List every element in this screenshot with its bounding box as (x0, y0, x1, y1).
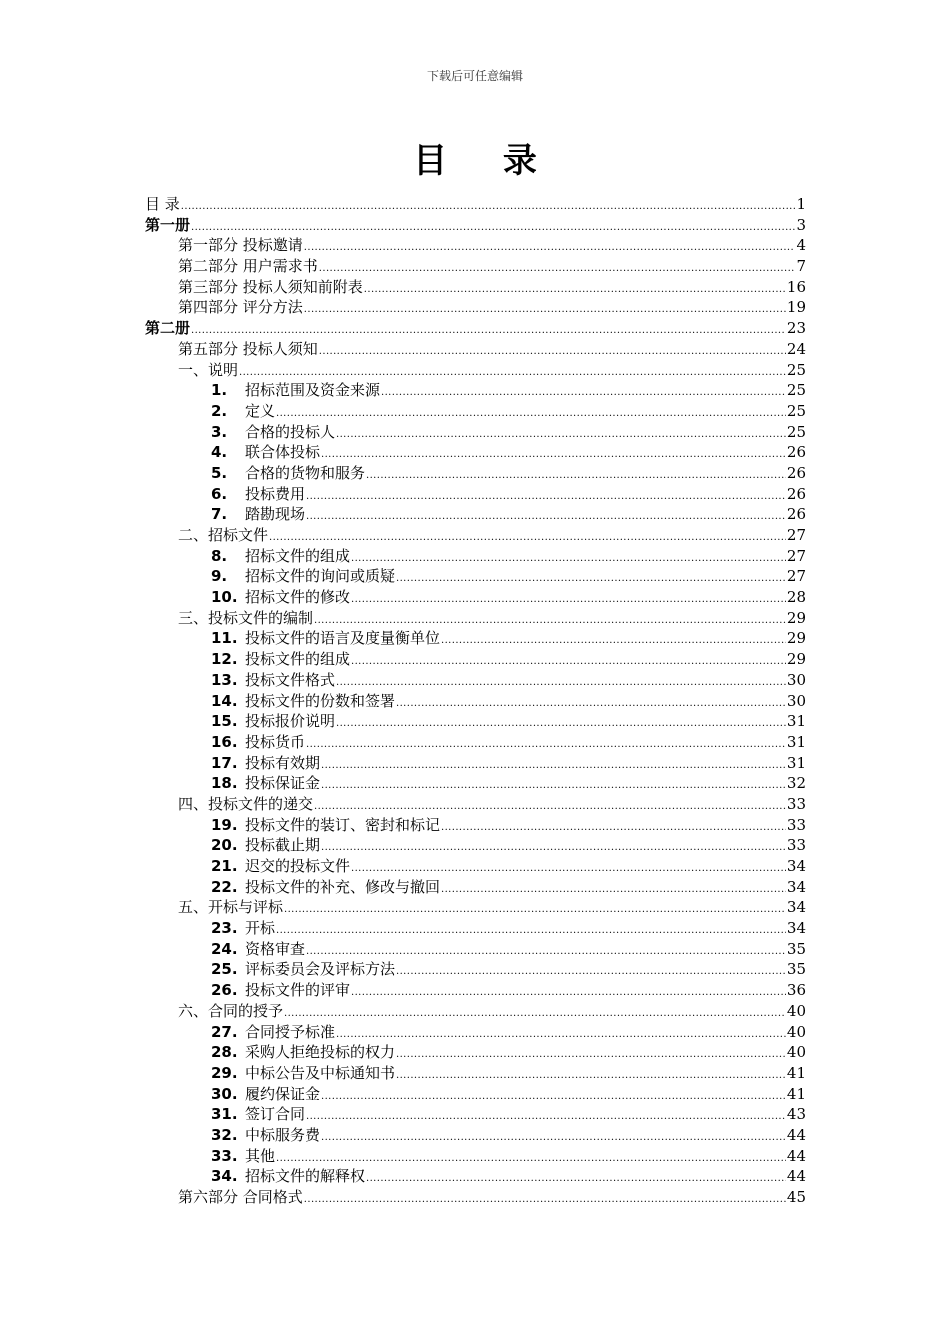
toc-entry-number: 2. (211, 401, 228, 420)
toc-dot-leader (396, 1066, 786, 1087)
toc-entry-page: 19 (786, 298, 806, 317)
toc-entry-page: 28 (786, 588, 806, 607)
toc-dot-leader (336, 714, 786, 735)
toc-entry-text: 四、投标文件的递交 (178, 794, 314, 813)
toc-entry-text: 招标文件的询问或质疑 (245, 567, 396, 586)
toc-entry[interactable] (145, 1146, 806, 1167)
toc-entry-label (211, 856, 350, 877)
toc-entry[interactable] (145, 194, 806, 215)
toc-entry-number: 4. (211, 443, 228, 462)
toc-entry-text: 六、合同的授予 (178, 1001, 284, 1020)
toc-entry-label (211, 463, 365, 484)
toc-dot-leader (336, 425, 786, 446)
toc-entry-page: 33 (786, 815, 806, 834)
toc-entry-text: 投标文件的补充、修改与撤回 (245, 877, 441, 896)
toc-entry[interactable] (145, 711, 806, 732)
toc-entry-label (211, 670, 335, 691)
toc-title: 目 录 (413, 141, 559, 181)
toc-entry-label (211, 918, 275, 939)
toc-dot-leader (319, 259, 796, 280)
toc-entry-text: 第二册 (145, 319, 191, 338)
toc-entry-text: 投标截止期 (245, 836, 321, 855)
toc-entry-page: 3 (796, 215, 806, 234)
toc-entry-page: 44 (786, 1146, 806, 1165)
toc-entry-text: 第一部分 投标邀请 (178, 236, 303, 255)
toc-entry[interactable] (145, 1187, 806, 1208)
toc-entry-number: 26. (211, 981, 238, 1000)
toc-entry-page: 29 (786, 650, 806, 669)
toc-entry-page: 30 (786, 670, 806, 689)
toc-entry-number: 6. (211, 484, 228, 503)
toc-entry-label (211, 1063, 395, 1084)
toc-entry-text: 合格的投标人 (245, 422, 336, 441)
toc-entry-page: 29 (786, 629, 806, 648)
toc-entry-number: 34. (211, 1167, 238, 1186)
toc-dot-leader (321, 838, 786, 859)
toc-entry-number: 17. (211, 753, 238, 772)
toc-entry-text: 投标文件的评审 (245, 981, 351, 1000)
toc-entry-text: 投标文件的组成 (245, 650, 351, 669)
toc-entry-label (178, 360, 238, 381)
toc-dot-leader (366, 466, 786, 487)
toc-entry[interactable] (145, 463, 806, 484)
toc-entry-label (211, 1022, 335, 1043)
toc-entry-number: 20. (211, 836, 238, 855)
toc-entry-page: 34 (786, 877, 806, 896)
toc-entry-label (178, 794, 313, 815)
toc-entry[interactable] (145, 1022, 806, 1043)
toc-entry-label (211, 442, 320, 463)
toc-entry-text: 评标委员会及评标方法 (245, 960, 396, 979)
toc-dot-leader (181, 197, 796, 218)
toc-entry-text: 第六部分 合同格式 (178, 1188, 303, 1206)
toc-entry-number: 7. (211, 505, 228, 524)
toc-entry[interactable] (145, 877, 806, 898)
toc-entry-text: 五、开标与评标 (178, 898, 284, 917)
toc-dot-leader (321, 1128, 786, 1149)
toc-dot-leader (351, 652, 786, 673)
toc-entry-page: 4 (796, 236, 806, 255)
toc-entry-label (211, 959, 395, 980)
toc-entry-label (211, 504, 305, 525)
toc-entry-label (211, 835, 320, 856)
toc-entry-page: 25 (786, 360, 806, 379)
toc-dot-leader (396, 1045, 786, 1066)
toc-entry[interactable] (145, 856, 806, 877)
toc-entry[interactable] (145, 1084, 806, 1105)
toc-entry[interactable] (145, 566, 806, 587)
toc-entry-page: 26 (786, 463, 806, 482)
toc-entry-page: 27 (786, 526, 806, 544)
toc-entry-text: 采购人拒绝投标的权力 (245, 1043, 396, 1062)
toc-dot-leader (306, 1107, 786, 1128)
toc-entry-page: 40 (786, 1001, 806, 1020)
toc-entry-page: 27 (786, 546, 806, 565)
toc-dot-leader (396, 694, 786, 715)
toc-entry-label (211, 1166, 365, 1187)
toc-dot-leader (304, 1190, 786, 1211)
toc-dot-leader (396, 569, 786, 590)
toc-entry[interactable] (145, 525, 806, 546)
toc-entry-text: 投标费用 (245, 484, 306, 503)
toc-entry-text: 第四部分 评分方法 (178, 298, 303, 317)
toc-dot-leader (351, 983, 786, 1004)
toc-dot-leader (284, 900, 786, 921)
toc-entry-page: 35 (786, 939, 806, 958)
toc-entry-number: 16. (211, 732, 238, 751)
toc-entry-text: 投标文件格式 (245, 670, 336, 689)
toc-entry[interactable] (145, 546, 806, 567)
toc-dot-leader (321, 1087, 786, 1108)
toc-entry-label (211, 732, 305, 753)
toc-entry-label (211, 815, 440, 836)
toc-entry-page: 40 (786, 1022, 806, 1041)
toc-entry-text: 履约保证金 (245, 1084, 321, 1103)
toc-dot-leader (306, 487, 786, 508)
toc-entry[interactable] (145, 318, 806, 339)
toc-entry-label (211, 401, 275, 422)
toc-entry-page: 34 (786, 898, 806, 917)
toc-entry-text: 中标公告及中标通知书 (245, 1063, 396, 1082)
toc-entry-number: 15. (211, 712, 238, 731)
toc-entry[interactable] (145, 339, 806, 360)
toc-entry-label (211, 380, 380, 401)
toc-entry-text: 第五部分 投标人须知 (178, 339, 318, 358)
toc-entry-label (178, 1001, 283, 1022)
toc-entry-text: 合同授予标准 (245, 1022, 336, 1041)
toc-entry[interactable] (145, 753, 806, 774)
toc-entry-label (145, 318, 190, 339)
toc-entry-label (211, 877, 440, 898)
toc-entry-label (145, 194, 180, 215)
toc-entry-page: 33 (786, 794, 806, 813)
toc-entry-text: 踏勘现场 (245, 505, 306, 524)
toc-entry-page: 23 (786, 319, 806, 338)
toc-entry-text: 招标文件的组成 (245, 546, 351, 565)
toc-dot-leader (276, 921, 786, 942)
toc-entry-text: 开标 (245, 919, 276, 938)
toc-dot-leader (304, 300, 786, 321)
toc-entry-page: 26 (786, 443, 806, 462)
toc-entry-page: 26 (786, 484, 806, 503)
toc-entry-text: 一、说明 (178, 360, 239, 379)
toc-entry-label (211, 939, 305, 960)
toc-entry-label (178, 297, 303, 318)
toc-entry-text: 投标文件的装订、密封和标记 (245, 815, 441, 834)
toc-entry-label (178, 608, 313, 629)
toc-entry-page: 40 (786, 1043, 806, 1062)
toc-entry[interactable] (145, 1063, 806, 1084)
toc-entry[interactable] (145, 1125, 806, 1146)
table-of-contents (145, 194, 806, 1208)
toc-entry[interactable] (145, 670, 806, 691)
toc-entry[interactable] (145, 297, 806, 318)
toc-entry-number: 30. (211, 1084, 238, 1103)
toc-entry-text: 第一册 (145, 215, 191, 234)
toc-dot-leader (396, 962, 786, 983)
toc-entry[interactable] (145, 422, 806, 443)
toc-entry-page: 7 (796, 257, 806, 276)
toc-entry-label (211, 484, 305, 505)
toc-entry-text: 目 录 (145, 195, 180, 213)
toc-entry-label (178, 256, 318, 277)
toc-entry[interactable] (145, 794, 806, 815)
toc-entry-label (211, 691, 395, 712)
toc-entry-text: 第二部分 用户需求书 (178, 257, 318, 276)
toc-entry-number: 33. (211, 1146, 238, 1165)
toc-entry-page: 25 (786, 401, 806, 420)
toc-entry-page: 24 (786, 339, 806, 358)
toc-entry-text: 合格的货物和服务 (245, 463, 366, 482)
toc-entry[interactable] (145, 380, 806, 401)
toc-entry[interactable] (145, 1166, 806, 1187)
toc-entry-number: 12. (211, 650, 238, 669)
toc-entry[interactable] (145, 918, 806, 939)
toc-entry-text: 招标文件的解释权 (245, 1167, 366, 1186)
toc-entry-label (211, 1084, 320, 1105)
toc-entry-label (178, 277, 363, 298)
toc-entry-page: 27 (786, 567, 806, 586)
toc-entry-label (211, 566, 395, 587)
toc-entry[interactable] (145, 484, 806, 505)
toc-entry-page: 25 (786, 422, 806, 441)
toc-entry[interactable] (145, 360, 806, 381)
toc-entry[interactable] (145, 401, 806, 422)
toc-entry-number: 31. (211, 1105, 238, 1124)
toc-entry[interactable] (145, 980, 806, 1001)
toc-entry-number: 28. (211, 1043, 238, 1062)
toc-entry-number: 27. (211, 1022, 238, 1041)
toc-entry-label (211, 753, 320, 774)
toc-entry-page: 1 (796, 195, 806, 213)
toc-entry-text: 联合体投标 (245, 443, 321, 462)
toc-entry-number: 22. (211, 877, 238, 896)
toc-entry-number: 8. (211, 546, 228, 565)
toc-entry-text: 签订合同 (245, 1105, 306, 1124)
toc-entry-page: 43 (786, 1105, 806, 1124)
toc-entry-label (211, 649, 350, 670)
toc-entry[interactable] (145, 732, 806, 753)
toc-entry-page: 31 (786, 712, 806, 731)
toc-entry[interactable] (145, 959, 806, 980)
toc-entry-page: 26 (786, 505, 806, 524)
toc-entry[interactable] (145, 608, 806, 629)
toc-dot-leader (441, 818, 786, 839)
toc-entry-page: 41 (786, 1084, 806, 1103)
toc-dot-leader (336, 673, 786, 694)
toc-dot-leader (441, 880, 786, 901)
toc-entry[interactable] (145, 442, 806, 463)
toc-entry-text: 资格审查 (245, 939, 306, 958)
toc-entry-number: 18. (211, 774, 238, 793)
toc-entry-text: 第三部分 投标人须知前附表 (178, 277, 363, 296)
toc-entry-number: 23. (211, 919, 238, 938)
toc-entry-label (211, 1104, 305, 1125)
toc-dot-leader (276, 404, 786, 425)
toc-dot-leader (366, 1169, 786, 1190)
toc-entry[interactable] (145, 773, 806, 794)
toc-dot-leader (336, 1025, 786, 1046)
toc-entry-label (178, 235, 303, 256)
toc-entry[interactable] (145, 277, 806, 298)
toc-entry-number: 21. (211, 857, 238, 875)
toc-dot-leader (321, 756, 786, 777)
toc-entry-text: 投标文件的份数和签署 (245, 691, 396, 710)
toc-dot-leader (304, 238, 796, 259)
toc-dot-leader (381, 383, 786, 404)
toc-entry-page: 16 (786, 277, 806, 296)
toc-dot-leader (351, 549, 786, 570)
toc-entry-page: 45 (786, 1188, 806, 1206)
toc-entry-page: 31 (786, 753, 806, 772)
toc-entry[interactable] (145, 897, 806, 918)
toc-entry-page: 34 (786, 857, 806, 875)
toc-entry[interactable] (145, 649, 806, 670)
toc-entry-text: 其他 (245, 1146, 276, 1165)
page-header-note: 下载后可任意编辑 (426, 69, 523, 83)
toc-entry-page: 25 (786, 381, 806, 400)
toc-entry-page: 44 (786, 1167, 806, 1186)
toc-dot-leader (364, 280, 786, 301)
toc-entry-page: 34 (786, 919, 806, 938)
toc-entry-text: 中标服务费 (245, 1125, 321, 1144)
toc-entry-number: 29. (211, 1063, 238, 1082)
toc-entry-label (211, 628, 440, 649)
toc-entry-page: 36 (786, 981, 806, 1000)
toc-entry-number: 3. (211, 422, 228, 441)
toc-entry-label (211, 587, 350, 608)
toc-entry-page: 41 (786, 1063, 806, 1082)
toc-entry[interactable] (145, 235, 806, 256)
toc-entry-text: 投标文件的语言及度量衡单位 (245, 629, 441, 648)
toc-entry[interactable] (145, 587, 806, 608)
toc-entry[interactable] (145, 835, 806, 856)
toc-entry[interactable] (145, 1001, 806, 1022)
toc-entry-number: 1. (211, 381, 228, 400)
toc-entry-text: 投标有效期 (245, 753, 321, 772)
toc-entry-number: 25. (211, 960, 238, 979)
toc-entry-label (211, 546, 350, 567)
toc-dot-leader (306, 507, 786, 528)
toc-entry-text: 投标保证金 (245, 774, 321, 793)
toc-dot-leader (284, 1004, 786, 1025)
toc-entry-number: 11. (211, 629, 238, 648)
toc-entry[interactable] (145, 504, 806, 525)
toc-entry-page: 33 (786, 836, 806, 855)
toc-entry-text: 三、投标文件的编制 (178, 608, 314, 627)
toc-entry-page: 44 (786, 1125, 806, 1144)
toc-entry[interactable] (145, 939, 806, 960)
toc-entry-page: 31 (786, 732, 806, 751)
toc-entry-label (178, 525, 268, 546)
toc-entry-label (211, 1042, 395, 1063)
toc-entry-text: 投标报价说明 (245, 712, 336, 731)
toc-entry-label (211, 1146, 275, 1167)
toc-entry-label (178, 339, 318, 360)
toc-entry-text: 二、招标文件 (178, 526, 269, 544)
toc-dot-leader (321, 776, 786, 797)
toc-entry[interactable] (145, 1042, 806, 1063)
toc-entry-text: 招标文件的修改 (245, 588, 351, 607)
toc-entry-label (178, 897, 283, 918)
toc-entry-label (211, 980, 350, 1001)
toc-entry-text: 投标货币 (245, 732, 306, 751)
toc-entry[interactable] (145, 215, 806, 236)
toc-entry-text: 招标范围及资金来源 (245, 381, 381, 400)
toc-entry[interactable] (145, 1104, 806, 1125)
toc-entry-number: 13. (211, 670, 238, 689)
toc-entry[interactable] (145, 691, 806, 712)
toc-entry-number: 24. (211, 939, 238, 958)
toc-entry-number: 14. (211, 691, 238, 710)
toc-entry-label (178, 1187, 303, 1208)
toc-entry-label (211, 711, 335, 732)
toc-entry-page: 35 (786, 960, 806, 979)
toc-entry-page: 29 (786, 608, 806, 627)
toc-entry[interactable] (145, 628, 806, 649)
toc-entry-number: 32. (211, 1125, 238, 1144)
toc-entry-page: 32 (786, 774, 806, 793)
toc-entry-text: 定义 (245, 401, 276, 420)
toc-entry-label (145, 215, 190, 236)
toc-entry-label (211, 773, 320, 794)
toc-dot-leader (441, 631, 786, 652)
toc-entry-label (211, 422, 335, 443)
toc-entry-text: 迟交的投标文件 (245, 857, 351, 875)
toc-entry-number: 9. (211, 567, 228, 586)
toc-dot-leader (319, 342, 786, 363)
toc-entry-number: 19. (211, 815, 238, 834)
toc-dot-leader (321, 445, 786, 466)
toc-entry-page: 30 (786, 691, 806, 710)
toc-entry-number: 10. (211, 588, 238, 607)
toc-dot-leader (306, 735, 786, 756)
toc-entry-number: 5. (211, 463, 228, 482)
toc-entry[interactable] (145, 815, 806, 836)
toc-entry[interactable] (145, 256, 806, 277)
toc-entry-label (211, 1125, 320, 1146)
toc-dot-leader (351, 590, 786, 611)
